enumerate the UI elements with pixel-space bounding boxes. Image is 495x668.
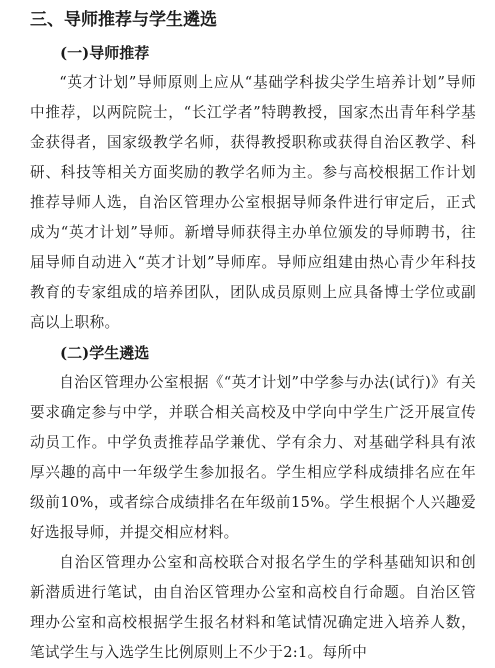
subsection-heading-mentor-recommendation: (一)导师推荐 [60, 44, 150, 62]
document-page [30, 8, 476, 668]
student-selection-paragraph-2: 自治区管理办公室和高校联合对报名学生的学科基础知识和创新潜质进行笔试，由自治区管理办公室和高校自行命题。自治区管理办公室和高校根据学生报名材料和笔试情况确定进入培养人数，笔试学生与入选学生比例原则上不少于2:1。每所中 [30, 554, 476, 661]
section-heading: 三、导师推荐与学生遴选 [30, 10, 217, 30]
subsection-heading-student-selection: (二)学生遴选 [60, 344, 150, 362]
student-selection-paragraph-1: 自治区管理办公室根据《“英才计划”中学参与办法(试行)》有关要求确定参与中学，并联合相关高校及中学向中学生广泛开展宣传动员工作。中学负责推荐品学兼优、学有余力、对基础学科具有浓厚兴趣的高中一年级学生参加报名。学生相应学科成绩排名应在年级前10%，或者综合成绩排名在年级前15%。学生根据个人兴趣爱好选报导师，并提交相应材料。 [30, 374, 476, 541]
mentor-recommendation-paragraph: “英才计划”导师原则上应从“基础学科拔尖学生培养计划”导师中推荐，以两院院士，“长江学者”特聘教授，国家杰出青年科学基金获得者，国家级教学名师，获得教授职称或获得自治区教学、科研、科技等相关方面奖励的教学名师为主。参与高校根据工作计划推荐导师人选，自治区管理办公室根据导师条件进行审定后，正式成为“英才计划”导师。新增导师获得主办单位颁发的导师聘书，往届导师自动进入“英才计划”导师库。导师应组建由热心青少年科技教育的专家组成的培养团队，团队成员原则上应具备博士学位或副高以上职称。 [30, 74, 476, 331]
